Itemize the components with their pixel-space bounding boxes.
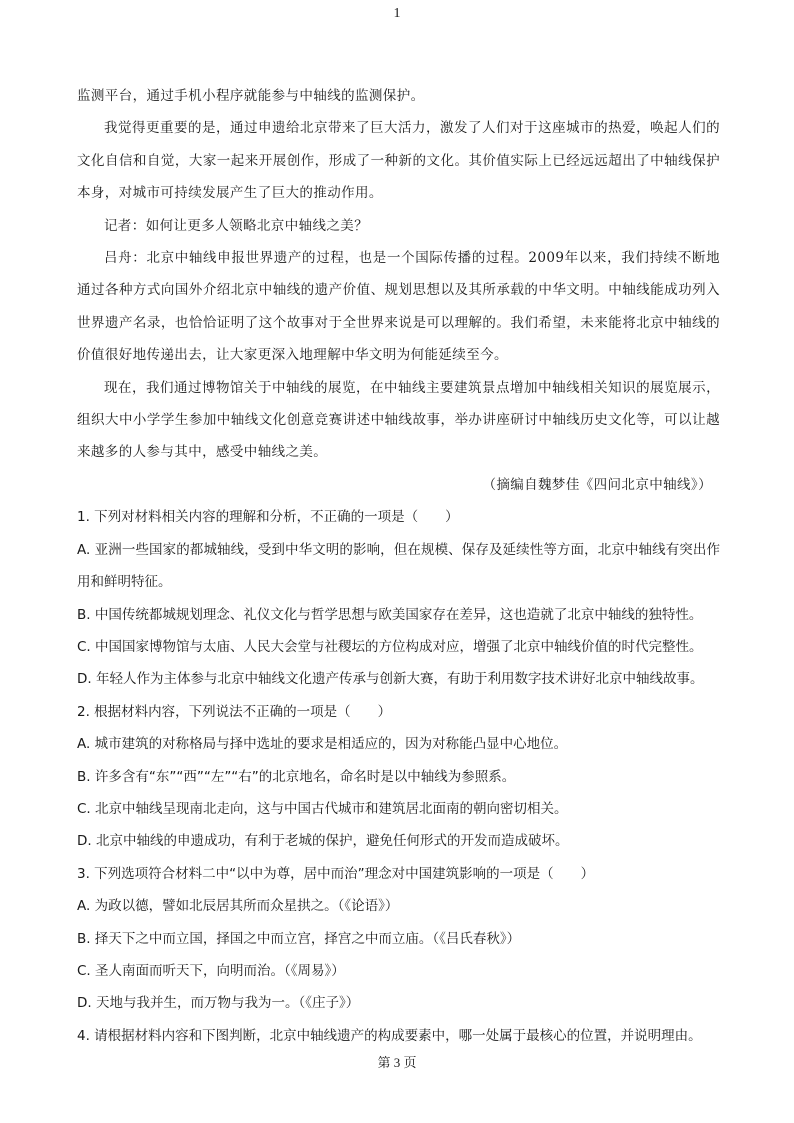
question-4-stem: 4. 请根据材料内容和下图判断，北京中轴线遗产的构成要素中，哪一处属于最核心的位置，并说明理由。	[77, 1027, 702, 1044]
question-2-option-b: B. 许多含有“东”“西”“左”“右”的北京地名，命名时是以中轴线为参照系。	[77, 768, 516, 785]
question-2-stem: 2. 根据材料内容，下列说法不正确的一项是（ ）	[77, 703, 392, 720]
page-footer: 第 3 页	[377, 1055, 417, 1070]
article-paragraph-2: 我觉得更重要的是，通过申遗给北京带来了巨大活力，激发了人们对于这座城市的热爱，唤起人们的文化自信和自觉，大家一起来开展创作，形成了一种新的文化。其价值实际上已经远远超出了中轴线保护本身，对城市可持续发展产生了巨大的推动作用。	[77, 120, 720, 202]
article-paragraph-4: 吕舟：北京中轴线申报世界遗产的过程，也是一个国际传播的过程。2009年以来，我们持续不断地通过各种方式向国外介绍北京中轴线的遗产价值、规划思想以及其所承载的中华文明。中轴线能成功列入世界遗产名录，也恰恰证明了这个故事对于全世界来说是可以理解的。我们希望，未来能将北京中轴线的价值很好地传递出去，让大家更深入地理解中华文明为何能延续至今。	[77, 250, 720, 364]
question-2-option-a: A. 城市建筑的对称格局与择中选址的要求是相适应的，因为对称能凸显中心地位。	[77, 736, 568, 753]
question-3-option-d: D. 天地与我并生，而万物与我为一。（《庄子》）	[77, 995, 360, 1012]
article-paragraph-1: 监测平台，通过手机小程序就能参与中轴线的监测保护。	[77, 88, 425, 104]
page-number-top: 1	[393, 6, 401, 21]
document-body	[77, 80, 720, 1052]
question-1-stem: 1. 下列对材料相关内容的理解和分析，不正确的一项是（ ）	[77, 509, 459, 526]
question-3-stem: 3. 下列选项符合材料二中“以中为尊，居中而治”理念对中国建筑影响的一项是（ ）	[77, 865, 595, 882]
question-1-option-b: B. 中国传统都城规划理念、礼仪文化与哲学思想与欧美国家存在差异，这也造就了北京中轴线的独特性。	[77, 606, 703, 623]
question-1-option-c: C. 中国国家博物馆与太庙、人民大会堂与社稷坛的方位构成对应，增强了北京中轴线价值的时代完整性。	[77, 638, 703, 655]
question-2-option-c: C. 北京中轴线呈现南北走向，这与中国古代城市和建筑居北面南的朝向密切相关。	[77, 800, 568, 817]
article-paragraph-5: 现在，我们通过博物馆关于中轴线的展览，在中轴线主要建筑景点增加中轴线相关知识的展览展示，组织大中小学学生参加中轴线文化创意竞赛讲述中轴线故事，举办讲座研讨中轴线历史文化等，可以让越来越多的人参与其中，感受中轴线之美。	[77, 379, 720, 461]
question-3-option-c: C. 圣人南面而听天下，向明而治。（《周易》）	[77, 962, 345, 979]
article-source: （摘编自魏梦佳《四问北京中轴线》）	[482, 476, 712, 493]
interview-question: 记者：如何让更多人领略北京中轴线之美？	[104, 217, 369, 234]
question-3-option-b: B. 择天下之中而立国，择国之中而立宫，择宫之中而立庙。（《吕氏春秋》）	[77, 930, 521, 947]
question-2-option-d: D. 北京中轴线的申遗成功，有利于老城的保护，避免任何形式的开发而造成破坏。	[77, 833, 569, 850]
question-1-option-d: D. 年轻人作为主体参与北京中轴线文化遗产传承与创新大赛，有助于利用数字技术讲好北京中轴线故事。	[77, 671, 704, 688]
question-3-option-a: A. 为政以德，譬如北辰居其所而众星拱之。（《论语》）	[77, 898, 399, 915]
question-1-option-a: A. 亚洲一些国家的都城轴线，受到中华文明的影响，但在规模、保存及延续性等方面，北京中轴线有突出作用和鲜明特征。	[77, 541, 720, 591]
